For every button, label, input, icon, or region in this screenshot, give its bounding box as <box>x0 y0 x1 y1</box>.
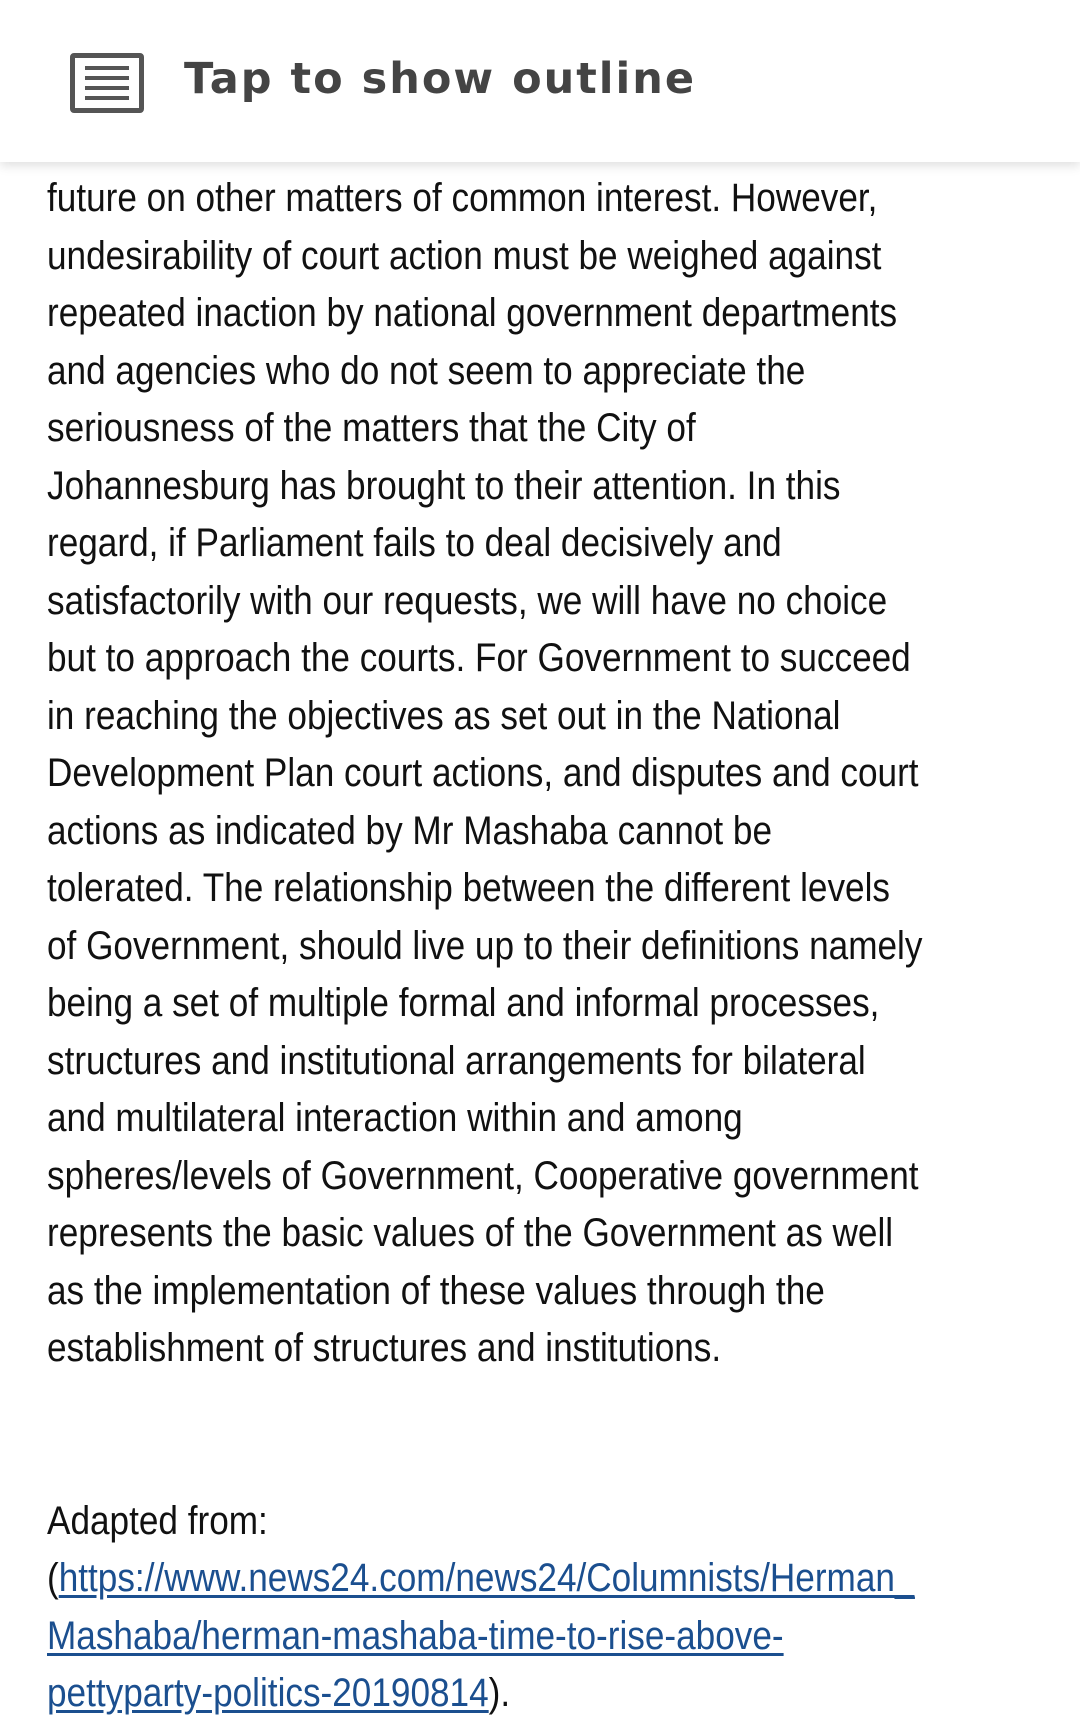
show-outline-label[interactable]: Tap to show outline <box>184 54 697 104</box>
article-paragraph <box>47 170 1062 1378</box>
source-label: Adapted from: <box>47 1498 268 1543</box>
source-link-line-3 <box>47 1665 1062 1723</box>
paragraph-line: undesirability of court action must be weighed against <box>47 233 882 278</box>
paragraph-line: being a set of multiple formal and informal processes, <box>47 981 880 1025</box>
paragraph-line: structures and institutional arrangements for bilateral <box>47 1038 866 1083</box>
paragraph-line: in reaching the objectives as set out in the National <box>47 693 841 738</box>
paragraph-line: establishment of structures and institutions. <box>47 1326 722 1370</box>
paragraph-line: but to approach the courts. For Government to succeed <box>47 636 911 680</box>
document-body <box>47 170 1062 1723</box>
outline-toolbar[interactable] <box>0 0 1080 162</box>
source-link-part-2[interactable]: Mashaba/herman-mashaba-time-to-rise-above- <box>47 1613 784 1658</box>
paragraph-line: satisfactorily with our requests, we will have no choice <box>47 578 888 623</box>
paragraph-spacer <box>47 1378 1062 1493</box>
paragraph-line: spheres/levels of Government, Cooperative government <box>47 1153 919 1198</box>
paragraph-line: and multilateral interaction within and among <box>47 1096 743 1140</box>
paragraph-line: regard, if Parliament fails to deal decisively and <box>47 521 782 565</box>
paragraph-line: actions as indicated by Mr Mashaba cannot be <box>47 808 773 853</box>
outline-list-icon[interactable] <box>70 53 144 113</box>
paragraph-line: represents the basic values of the Government as well <box>47 1211 894 1255</box>
source-link-line-1 <box>47 1550 1062 1608</box>
source-link-part-1[interactable]: https://www.news24.com/news24/Columnists/Herman_ <box>58 1556 915 1600</box>
paragraph-line: future on other matters of common interest. However, <box>47 176 878 220</box>
open-paren: ( <box>47 1556 59 1600</box>
paragraph-line: and agencies who do not seem to appreciate the <box>47 348 806 393</box>
source-link-line-2 <box>47 1608 1062 1666</box>
paragraph-line: Johannesburg has brought to their attention. In this <box>47 463 841 508</box>
paragraph-line: repeated inaction by national government departments <box>47 291 898 335</box>
source-citation <box>47 1493 1062 1723</box>
paragraph-line: seriousness of the matters that the City of <box>47 406 696 450</box>
source-link-part-3[interactable]: pettyparty-politics-20190814 <box>47 1671 489 1715</box>
paragraph-line: tolerated. The relationship between the different levels <box>47 866 890 910</box>
close-paren: ). <box>488 1671 511 1715</box>
paragraph-line: Development Plan court actions, and disputes and court <box>47 751 919 795</box>
paragraph-line: as the implementation of these values through the <box>47 1268 825 1313</box>
paragraph-line: of Government, should live up to their definitions namely <box>47 923 923 968</box>
